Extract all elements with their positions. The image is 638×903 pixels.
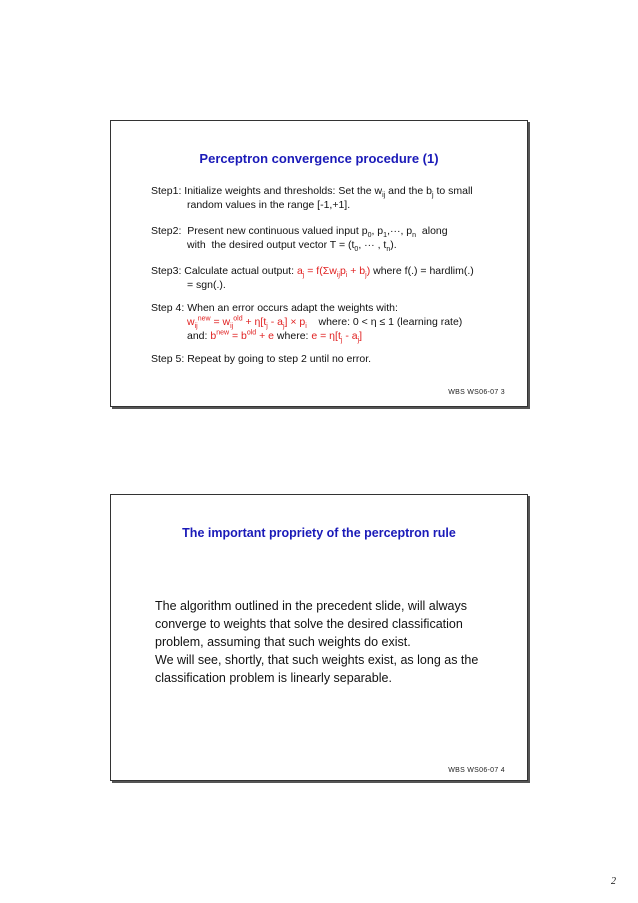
slide-title: The important propriety of the perceptron rule (182, 526, 456, 540)
slide-perceptron-rule-property (110, 494, 528, 781)
slide-footer: WBS WS06-07 3 (448, 389, 505, 396)
slide-footer: WBS WS06-07 4 (448, 767, 505, 774)
paragraph-line: We will see, shortly, that such weights exist, as long as the (155, 653, 479, 667)
step-4: Step 4: When an error occurs adapt the weights with: $w_{ij}^{new} = w_{ij}^{old} + \eta[t_j - a_j] \times p_i$ where: 0 < η ≤ 1 (learning rate) and: $b^{new} = b^{old} + e$ where: $e = \eta[t_j - a_j]$ (151, 302, 463, 345)
paragraph-line: The algorithm outlined in the precedent slide, will always (155, 599, 467, 613)
step-3: Step3: Calculate actual output: $a_j = f(\Sigma w_{ij}p_i + b_j)$ where f(.) = hardlim(.) = sgn(.). (151, 265, 474, 291)
step-5: Step 5: Repeat by going to step 2 until no error. (151, 353, 372, 365)
step-2: Step2: Present new continuous valued input $p_0$, $p_1,\cdot\cdot\cdot$, $p_n$ along with the desired output vector $T = (t_0$, ··· , $t_n$). (151, 225, 448, 254)
page-number: 2 (611, 876, 616, 887)
paragraph-line: classification problem is linearly separable. (155, 671, 392, 685)
slide-perceptron-convergence (110, 120, 528, 407)
paragraph-line: converge to weights that solve the desired classification (155, 617, 463, 631)
step-1: Step1: Initialize weights and thresholds: Set the $w_{ij}$ and the $b_j$ to small random values in the range [-1,+1]. (151, 185, 473, 211)
slide-paragraph (155, 597, 515, 687)
paragraph-line: problem, assuming that such weights do exist. (155, 635, 411, 649)
slide-title: Perceptron convergence procedure (1) (199, 151, 439, 166)
